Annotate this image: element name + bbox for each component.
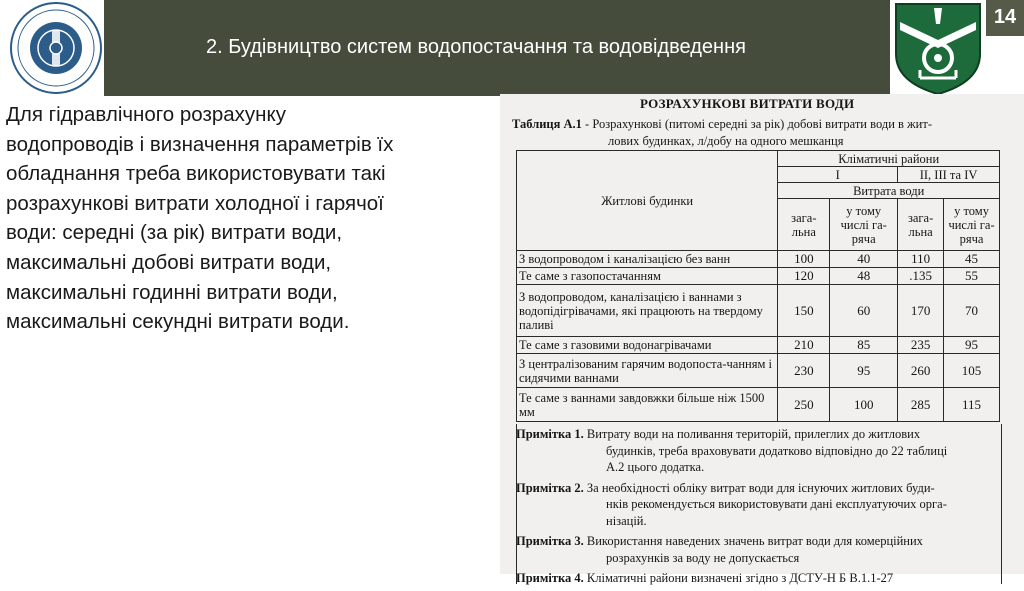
cell-value: 95 <box>830 354 898 388</box>
row-label: Те саме з ваннами завдовжки більше ніж 1500 мм <box>517 388 778 422</box>
subheader-hot: у тому числі га- ряча <box>830 199 898 251</box>
body-line: розрахункові витрати холодної і гарячої <box>6 191 384 215</box>
row-label: Те саме з газопостачанням <box>517 268 778 285</box>
row-label: З водопроводом, каналізацією і ваннами з водопідігрівачами, які працюють на твердому паливі <box>517 285 778 337</box>
cell-value: .135 <box>898 268 944 285</box>
note-4 <box>516 570 1006 587</box>
body-line: обладнання треба використовувати такі <box>6 162 386 186</box>
cell-value: 48 <box>830 268 898 285</box>
row-label: З водопроводом і каналізацією без ванн <box>517 251 778 268</box>
row-label: З централізованим гарячим водопоста-чанням і сидячими ваннами <box>517 354 778 388</box>
cell-value: 70 <box>944 285 1000 337</box>
cell-value: 95 <box>944 337 1000 354</box>
shield-emblem-icon <box>890 0 986 96</box>
note-1 <box>516 426 1006 476</box>
university-seal-icon <box>0 0 104 96</box>
cell-value: 285 <box>898 388 944 422</box>
table-row <box>517 388 1000 422</box>
subheader-hot: у тому числі га- ряча <box>944 199 1000 251</box>
caption-text: - Розрахункові (питомі середні за рік) добові витрати води в жит- <box>581 117 932 131</box>
cell-value: 100 <box>778 251 830 268</box>
column-header-region-2: II, III та IV <box>898 167 1000 183</box>
note-continuation: розрахунків за воду не допускається <box>606 550 800 565</box>
page-number: 14 <box>993 6 1017 28</box>
column-header-buildings: Житлові будинки <box>517 151 778 251</box>
cell-value: 40 <box>830 251 898 268</box>
note-continuation: А.2 цього додатка. <box>606 460 705 474</box>
table-caption <box>512 116 1012 150</box>
cell-value: 85 <box>830 337 898 354</box>
body-line: максимальні добові витрати води, <box>6 250 332 274</box>
body-paragraph <box>6 100 492 337</box>
column-header-region-1: I <box>778 167 898 183</box>
row-label: Те саме з газовими водонагрівачами <box>517 337 778 354</box>
cell-value: 210 <box>778 337 830 354</box>
body-line: води: середні (за рік) витрати води, <box>6 221 343 245</box>
table-row <box>517 268 1000 285</box>
emblem-logo <box>890 0 986 96</box>
cell-value: 250 <box>778 388 830 422</box>
table-row <box>517 354 1000 388</box>
cell-value: 115 <box>944 388 1000 422</box>
notes-block <box>516 426 1006 591</box>
note-text: За необхідності обліку витрат води для існуючих житлових буди- <box>583 480 935 495</box>
cell-value: 55 <box>944 268 1000 285</box>
cell-value: 230 <box>778 354 830 388</box>
note-3 <box>516 533 1006 566</box>
slide-title: 2. Будівництво систем водопостачання та водовідведення <box>206 36 746 58</box>
cell-value: 60 <box>830 285 898 337</box>
table-row <box>517 337 1000 354</box>
table-row <box>517 251 1000 268</box>
body-line: максимальні секундні витрати води. <box>6 310 350 334</box>
column-header-climate: Кліматичні райони <box>778 151 1000 167</box>
note-label: Примітка 3. <box>516 534 584 548</box>
note-continuation: будинків, треба враховувати додатково відповідно до 22 таблиці <box>606 443 948 458</box>
body-line: максимальні годинні витрати води, <box>6 280 338 304</box>
subheader-total: зага- льна <box>778 199 830 251</box>
note-label: Примітка 2. <box>516 480 584 495</box>
note-2 <box>516 480 1006 530</box>
cell-value: 170 <box>898 285 944 337</box>
cell-value: 105 <box>944 354 1000 388</box>
note-text: Кліматичні райони визначені згідно з ДСТУ-Н Б В.1.1-27 <box>583 571 894 585</box>
header-bar <box>104 0 890 96</box>
doc-heading: РОЗРАХУНКОВІ ВИТРАТИ ВОДИ <box>640 96 855 111</box>
note-continuation: нків рекомендується використовувати дані експлуатуючих орга- <box>606 497 947 511</box>
water-consumption-table <box>516 150 1000 422</box>
note-continuation: нізацій. <box>606 513 647 528</box>
cell-value: 100 <box>830 388 898 422</box>
cell-value: 45 <box>944 251 1000 268</box>
scanned-document <box>500 94 1024 585</box>
subheader-total: зага- льна <box>898 199 944 251</box>
caption-lead: Таблиця А.1 <box>512 117 582 131</box>
cell-value: 110 <box>898 251 944 268</box>
cell-value: 235 <box>898 337 944 354</box>
cell-value: 150 <box>778 285 830 337</box>
note-label: Примітка 4. <box>516 571 584 585</box>
body-line: водопроводів і визначення параметрів їх <box>6 132 394 156</box>
university-logo <box>0 0 104 96</box>
cell-value: 120 <box>778 268 830 285</box>
table-row <box>517 285 1000 337</box>
note-text: Використання наведених значень витрат води для комерційних <box>583 534 923 548</box>
cell-value: 260 <box>898 354 944 388</box>
body-line: Для гідравлічного розрахунку <box>6 103 286 126</box>
caption-line2: лових будинках, л/добу на одного мешканця <box>608 134 844 148</box>
note-text: Витрату води на поливання територій, прилеглих до житлових <box>583 427 921 441</box>
note-label: Примітка 1. <box>516 427 584 441</box>
column-header-consumption: Витрата води <box>778 183 1000 199</box>
